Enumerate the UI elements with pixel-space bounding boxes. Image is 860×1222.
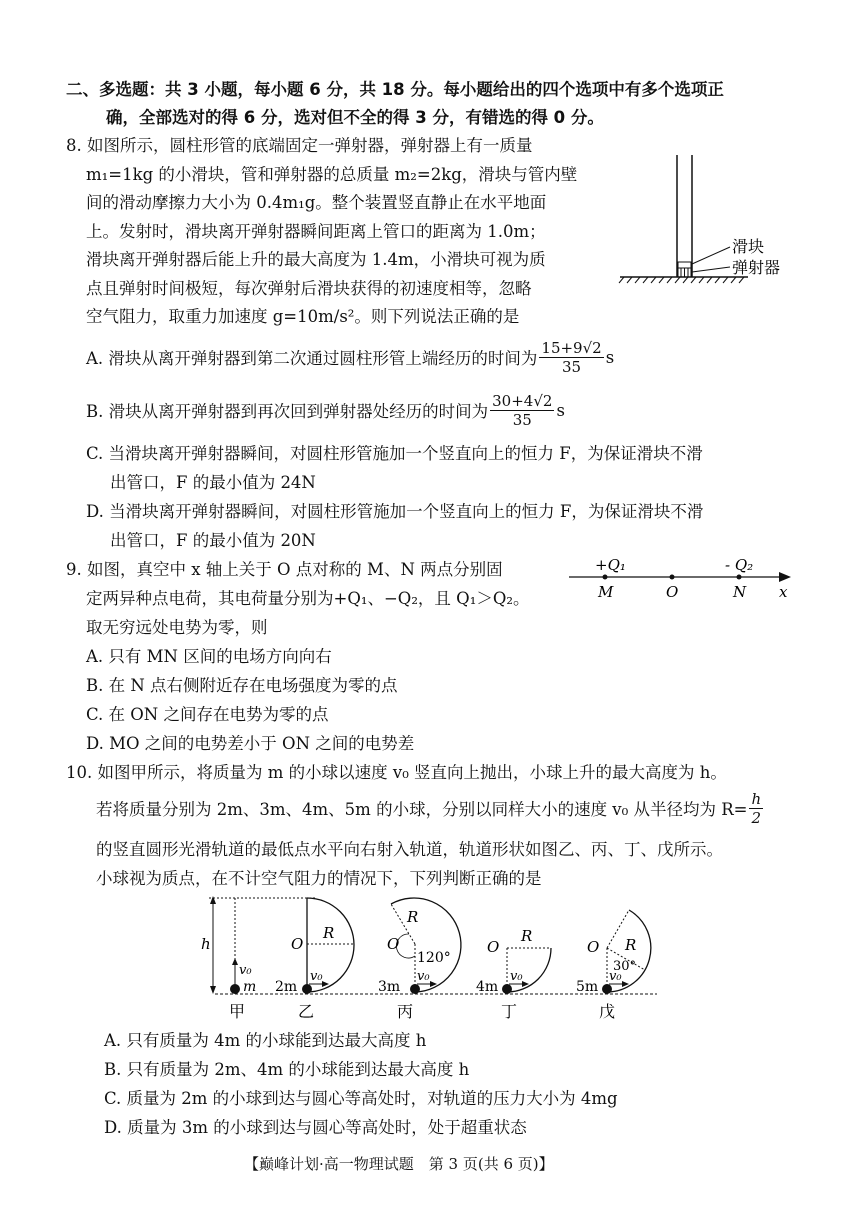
q10-option-c: C. 质量为 2m 的小球到达与圆心等高处时，对轨道的压力大小为 4mg <box>104 1089 618 1108</box>
yi-v0-label: v₀ <box>310 969 323 984</box>
q9-line-1: 9. 如图，真空中 x 轴上关于 O 点对称的 M、N 两点分别固 <box>66 560 503 579</box>
q8-option-c-line1: C. 当滑块离开弹射器瞬间，对圆柱形管施加一个竖直向上的恒力 F，为保证滑块不滑 <box>86 444 703 463</box>
ding-mass-label: 4m <box>476 979 499 995</box>
q8-option-b-text: B. 滑块从离开弹射器到再次回到弹射器处经历的时间为 <box>86 402 489 421</box>
q8-line-1: 8. 如图所示，圆柱形管的底端固定一弹射器，弹射器上有一质量 <box>66 136 533 155</box>
q8-option-a-denominator: 35 <box>562 357 582 376</box>
yi-r-label: R <box>323 924 335 942</box>
q10-line-1: 10. 如图甲所示，将质量为 m 的小球以速度 v₀ 竖直向上抛出，小球上升的最大高度为 h。 <box>66 763 727 782</box>
ding-r-label: R <box>521 927 533 945</box>
o-point-label: O <box>666 583 679 601</box>
q10-tracks-figure <box>195 892 665 1027</box>
q8-option-a <box>86 337 614 377</box>
q10-option-a: A. 只有质量为 4m 的小球能到达最大高度 h <box>104 1031 427 1050</box>
q9-option-c: C. 在 ON 之间存在电势为零的点 <box>86 705 329 724</box>
q9-line-2: 定两异种点电荷，其电荷量分别为+Q₁、−Q₂，且 Q₁＞Q₂。 <box>86 589 530 608</box>
q10-line-2 <box>96 788 765 828</box>
q10-line-4: 小球视为质点，在不计空气阻力的情况下，下列判断正确的是 <box>96 869 542 888</box>
wu-label: 戊 <box>599 1002 616 1021</box>
wu-angle-label: 30° <box>613 959 637 974</box>
wu-r-label: R <box>625 936 637 954</box>
q8-option-a-unit: s <box>605 347 615 367</box>
q9-axis-figure <box>565 554 795 602</box>
bing-r-label: R <box>407 908 419 926</box>
q10-line-3: 的竖直圆形光滑轨道的最低点水平向右射入轨道，轨道形状如图乙、丙、丁、戊所示。 <box>96 840 723 859</box>
m-point-label: M <box>598 583 614 601</box>
bing-angle-label: 120° <box>417 950 451 966</box>
q8-option-b-fraction <box>490 392 554 429</box>
wu-mass-label: 5m <box>576 979 599 995</box>
q8-option-d-line2: 出管口，F 的最小值为 20N <box>110 531 316 550</box>
q8-line-6: 点且弹射时间极短，每次弹射后滑块获得的初速度相等，忽略 <box>86 279 532 298</box>
yi-o-label: O <box>291 935 304 953</box>
q9-option-d: D. MO 之间的电势差小于 ON 之间的电势差 <box>86 734 415 753</box>
q8-line-7: 空气阻力，取重力加速度 g=10m/s²。则下列说法正确的是 <box>86 307 520 326</box>
q10-radius-fraction <box>749 790 763 827</box>
n-point-label: N <box>733 583 747 601</box>
bing-label: 丙 <box>397 1002 414 1021</box>
x-axis-label: x <box>779 583 788 601</box>
bing-o-label: O <box>387 935 400 953</box>
q8-line-3: 间的滑动摩擦力大小为 0.4m₁g。整个装置竖直静止在水平地面 <box>86 193 547 212</box>
jia-mass-label: m <box>243 979 257 995</box>
q9-option-a: A. 只有 MN 区间的电场方向向右 <box>86 647 332 666</box>
q9-line-3: 取无穷远处电势为零，则 <box>86 618 268 637</box>
q1-label: +Q₁ <box>595 556 626 574</box>
section-heading-line1: 二、多选题：共 3 小题，每小题 6 分，共 18 分。每小题给出的四个选项中有多个选项正 <box>66 80 724 99</box>
jia-label: 甲 <box>229 1002 246 1021</box>
q2-label: - Q₂ <box>725 556 754 574</box>
q10-option-d: D. 质量为 3m 的小球到达与圆心等高处时，处于超重状态 <box>104 1118 527 1137</box>
yi-mass-label: 2m <box>275 979 298 995</box>
q10-radius-numerator: h <box>751 789 762 808</box>
q8-option-a-numerator: 15+9√2 <box>541 338 602 357</box>
q8-option-b-denominator: 35 <box>512 410 532 429</box>
q8-option-a-fraction <box>539 339 603 376</box>
q8-option-b-unit: s <box>556 400 565 420</box>
section-heading-line2: 确，全部选对的得 6 分，选对但不全的得 3 分，有错选的得 0 分。 <box>106 108 604 127</box>
yi-label: 乙 <box>298 1002 315 1021</box>
q8-line-4: 上。发射时，滑块离开弹射器瞬间距离上管口的距离为 1.0m； <box>86 222 546 241</box>
launcher-label: 弹射器 <box>732 258 781 277</box>
q8-option-b <box>86 390 565 430</box>
q10-option-b: B. 只有质量为 2m、4m 的小球能到达最大高度 h <box>104 1060 470 1079</box>
ding-o-label: O <box>487 938 500 956</box>
q8-option-c-line2: 出管口，F 的最小值为 24N <box>110 473 316 492</box>
slider-label: 滑块 <box>732 237 765 256</box>
page-footer: 【巅峰计划·高一物理试题 第 3 页(共 6 页)】 <box>244 1155 554 1173</box>
h-label: h <box>201 935 211 953</box>
bing-v0-label: v₀ <box>417 969 430 984</box>
q9-option-b: B. 在 N 点右侧附近存在电场强度为零的点 <box>86 676 398 695</box>
q8-tube-figure <box>618 155 798 290</box>
bing-mass-label: 3m <box>378 979 401 995</box>
q10-line-2-text: 若将质量分别为 2m、3m、4m、5m 的小球，分别以同样大小的速度 v₀ 从半径均为 R= <box>96 800 748 819</box>
q8-line-5: 滑块离开弹射器后能上升的最大高度为 1.4m，小滑块可视为质 <box>86 250 546 269</box>
wu-v0-label: v₀ <box>609 969 622 984</box>
wu-o-label: O <box>587 938 600 956</box>
q10-radius-denominator: 2 <box>751 808 762 827</box>
q8-option-d-line1: D. 当滑块离开弹射器瞬间，对圆柱形管施加一个竖直向上的恒力 F，为保证滑块不滑 <box>86 502 704 521</box>
q8-option-a-text: A. 滑块从离开弹射器到第二次通过圆柱形管上端经历的时间为 <box>86 349 538 368</box>
q8-option-b-numerator: 30+4√2 <box>492 391 553 410</box>
ding-v0-label: v₀ <box>510 969 523 984</box>
q8-line-2: m₁=1kg 的小滑块，管和弹射器的总质量 m₂=2kg，滑块与管内壁 <box>86 165 578 184</box>
jia-v0-label: v₀ <box>239 963 252 978</box>
ding-label: 丁 <box>501 1002 518 1021</box>
